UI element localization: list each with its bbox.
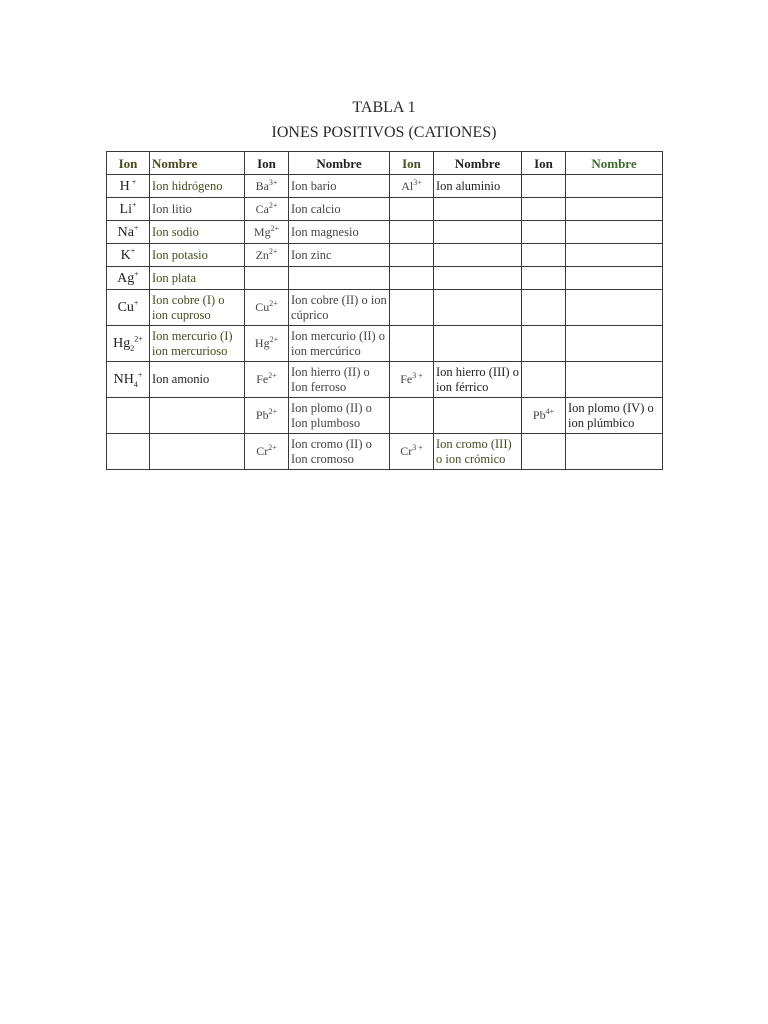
ion-name-cell: Ion plata — [150, 267, 245, 290]
ion-name-cell: Ion hierro (III) o ion férrico — [434, 362, 522, 398]
ion-symbol-cell — [390, 175, 434, 198]
header-ion-4: Ion — [522, 152, 566, 175]
table-row — [107, 290, 663, 326]
header-nombre-3: Nombre — [434, 152, 522, 175]
ion-name-cell: Ion magnesio — [289, 221, 390, 244]
ion-symbol: Pb — [255, 408, 269, 422]
ion-name-cell: Ion bario — [289, 175, 390, 198]
ion-symbol-cell — [390, 434, 434, 470]
ion-symbol-cell — [390, 244, 434, 267]
ion-name-cell — [150, 398, 245, 434]
ion-symbol-cell — [245, 267, 289, 290]
ion-symbol: Fe — [400, 372, 413, 386]
ion-symbol: Ca — [255, 201, 269, 216]
ion-name-cell — [566, 221, 663, 244]
ion-charge: 2+ — [134, 334, 143, 344]
ion-symbol-cell — [390, 267, 434, 290]
ion-symbol: Ba — [255, 178, 269, 193]
ion-name-cell — [150, 434, 245, 470]
header-ion-2: Ion — [245, 152, 289, 175]
ion-symbol-cell — [107, 434, 150, 470]
ion-name-cell — [434, 267, 522, 290]
ion-name-cell: Ion plomo (IV) o ion plúmbico — [566, 398, 663, 434]
ion-charge: 2+ — [269, 335, 279, 344]
ion-symbol-cell — [390, 198, 434, 221]
ion-symbol-cell — [245, 290, 289, 326]
ion-symbol-cell — [245, 434, 289, 470]
ion-symbol-cell — [107, 398, 150, 434]
ion-symbol-cell — [245, 198, 289, 221]
header-ion-1: Ion — [107, 152, 150, 175]
ion-symbol-cell — [245, 326, 289, 362]
ion-symbol-cell — [245, 244, 289, 267]
ion-symbol-cell — [245, 398, 289, 434]
table-row — [107, 221, 663, 244]
ion-name-cell: Ion litio — [150, 198, 245, 221]
ion-charge: 2+ — [270, 223, 280, 233]
ion-name-cell — [434, 244, 522, 267]
ion-charge: 2+ — [268, 200, 278, 210]
ion-symbol-cell — [522, 244, 566, 267]
ion-symbol-cell — [522, 175, 566, 198]
ion-name-cell: Ion cobre (I) o ion cuproso — [150, 290, 245, 326]
ion-name-cell: Ion cromo (III) o ion crómico — [434, 434, 522, 470]
ion-charge: 4+ — [545, 407, 555, 416]
ion-charge: + — [133, 222, 139, 232]
ion-symbol: Zn — [255, 247, 269, 262]
ion-symbol-cell — [390, 398, 434, 434]
ion-name-cell — [434, 198, 522, 221]
ion-symbol-cell — [390, 221, 434, 244]
ion-symbol-cell — [107, 290, 150, 326]
ion-charge: 2+ — [268, 443, 277, 452]
ion-name-cell — [566, 290, 663, 326]
ion-charge: 2+ — [268, 371, 277, 380]
ion-symbol-cell — [107, 267, 150, 290]
ion-symbol-cell — [522, 326, 566, 362]
table-row — [107, 398, 663, 434]
table-row — [107, 434, 663, 470]
ion-charge: + — [137, 370, 143, 380]
ion-symbol: Li — [119, 201, 132, 217]
ion-name-cell: Ion mercurio (II) o ion mercúrico — [289, 326, 390, 362]
ion-name-cell — [566, 326, 663, 362]
ion-name-cell — [434, 398, 522, 434]
ion-symbol: Mg — [253, 224, 271, 239]
ion-name-cell: Ion sodio — [150, 221, 245, 244]
table-subtitle: IONES POSITIVOS (CATIONES) — [271, 124, 497, 141]
header-row — [107, 152, 663, 175]
cations-table — [106, 151, 663, 470]
ion-symbol-cell — [522, 198, 566, 221]
ion-symbol-cell — [522, 398, 566, 434]
ion-charge: 2+ — [268, 407, 278, 416]
ion-name-cell: Ion aluminio — [434, 175, 522, 198]
ion-charge: 3 + — [412, 371, 423, 380]
ion-symbol-cell — [107, 362, 150, 398]
table-number-title: TABLA 1 — [352, 99, 416, 116]
ion-name-cell — [566, 198, 663, 221]
ion-symbol-cell — [390, 362, 434, 398]
ion-name-cell — [289, 267, 390, 290]
ion-name-cell — [566, 362, 663, 398]
ion-name-cell: Ion calcio — [289, 198, 390, 221]
ion-name-cell — [434, 290, 522, 326]
ion-subscript: 4 — [133, 379, 138, 389]
ion-name-cell: Ion hierro (II) o Ion ferroso — [289, 362, 390, 398]
ion-symbol-cell — [390, 290, 434, 326]
header-ion-3: Ion — [390, 152, 434, 175]
header-nombre-1: Nombre — [150, 152, 245, 175]
ion-symbol: Cu — [255, 300, 270, 314]
ion-symbol-cell — [107, 326, 150, 362]
ion-symbol-cell — [522, 434, 566, 470]
ion-name-cell: Ion zinc — [289, 244, 390, 267]
ion-symbol: Fe — [256, 372, 269, 386]
ion-symbol: Ag — [117, 270, 135, 286]
ion-charge: 3+ — [413, 177, 422, 187]
ion-name-cell — [434, 221, 522, 244]
ion-name-cell — [566, 267, 663, 290]
ion-symbol: Na — [117, 224, 134, 240]
header-nombre-4: Nombre — [566, 152, 663, 175]
ion-symbol: Cu — [117, 300, 134, 315]
ion-symbol-cell — [522, 221, 566, 244]
table-row — [107, 198, 663, 221]
ion-symbol-cell — [245, 221, 289, 244]
ion-symbol: Cr — [400, 444, 413, 458]
table-row — [107, 362, 663, 398]
ion-symbol-cell — [390, 326, 434, 362]
ion-name-cell — [566, 244, 663, 267]
ion-name-cell — [566, 434, 663, 470]
header-nombre-2: Nombre — [289, 152, 390, 175]
ion-symbol-cell — [245, 362, 289, 398]
ion-symbol-cell — [522, 362, 566, 398]
ion-name-cell — [434, 326, 522, 362]
ion-symbol: NH — [113, 372, 134, 387]
ion-symbol-cell — [107, 198, 150, 221]
ion-name-cell: Ion potasio — [150, 244, 245, 267]
ion-charge: 2+ — [268, 246, 278, 256]
ion-symbol: Hg — [254, 336, 270, 350]
table-row — [107, 175, 663, 198]
ion-name-cell: Ion plomo (II) o Ion plumboso — [289, 398, 390, 434]
ion-symbol: Hg — [113, 336, 131, 351]
table-row — [107, 244, 663, 267]
ion-charge: + — [129, 176, 137, 186]
ion-symbol-cell — [522, 267, 566, 290]
ion-symbol: H — [119, 178, 130, 194]
ion-name-cell: Ion cobre (II) o ion cúprico — [289, 290, 390, 326]
ion-symbol: K — [120, 247, 131, 263]
ion-charge: + — [131, 199, 137, 209]
ion-charge: + — [134, 268, 139, 278]
ion-symbol-cell — [245, 175, 289, 198]
ion-name-cell: Ion cromo (II) o Ion cromoso — [289, 434, 390, 470]
ion-subscript: 2 — [130, 343, 135, 353]
ion-name-cell: Ion amonio — [150, 362, 245, 398]
ion-symbol-cell — [107, 244, 150, 267]
ion-symbol-cell — [522, 290, 566, 326]
table-row — [107, 326, 663, 362]
ion-symbol: Pb — [532, 408, 546, 422]
ion-symbol: Al — [401, 178, 414, 193]
ion-name-cell: Ion mercurio (I) ion mercurioso — [150, 326, 245, 362]
table-row — [107, 267, 663, 290]
ion-name-cell — [566, 175, 663, 198]
ion-symbol-cell — [107, 175, 150, 198]
ion-charge: 2+ — [269, 299, 278, 308]
ion-symbol-cell — [107, 221, 150, 244]
ion-charge: 3 + — [412, 443, 423, 452]
ion-symbol: Cr — [256, 444, 269, 458]
ion-charge: 3+ — [268, 177, 278, 187]
ion-charge: + — [133, 298, 139, 308]
ion-charge: + — [130, 245, 136, 255]
ion-name-cell: Ion hidrógeno — [150, 175, 245, 198]
